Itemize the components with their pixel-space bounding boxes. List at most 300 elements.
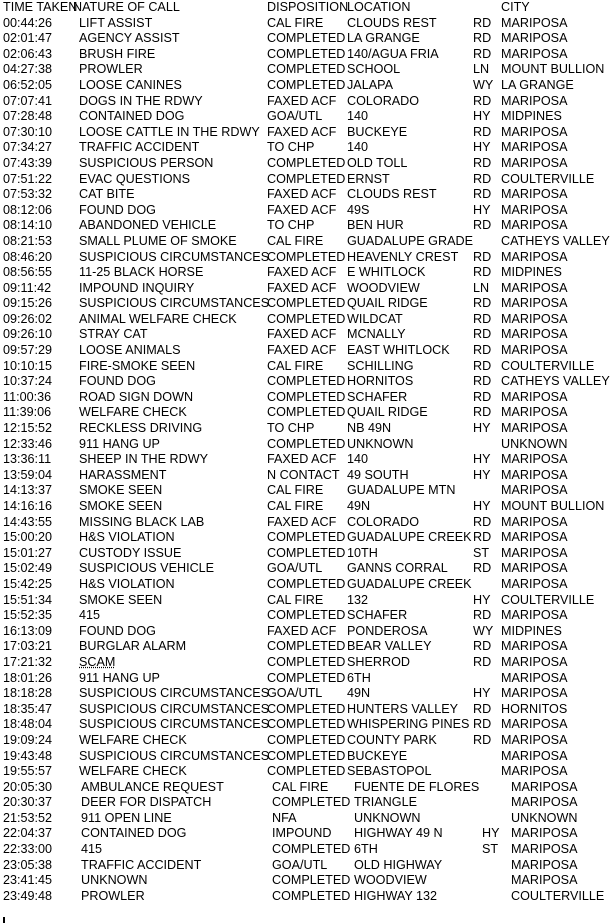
call-city: MARIPOSA (501, 296, 568, 311)
call-disposition: COMPLETED (267, 46, 346, 61)
call-time: 15:02:49 (3, 561, 53, 576)
call-location: ERNST (347, 171, 390, 186)
call-time: 21:53:52 (3, 810, 53, 825)
call-nature: PROWLER (81, 888, 145, 903)
call-location: 49 SOUTH (347, 467, 409, 482)
call-street-suffix: RD (473, 265, 492, 280)
call-disposition: FAXED ACF (267, 124, 337, 139)
call-time: 07:34:27 (3, 140, 53, 155)
call-location: HORNITOS (347, 374, 414, 389)
call-city: MARIPOSA (501, 717, 568, 732)
call-disposition: CAL FIRE (267, 592, 324, 607)
call-street-suffix: RD (473, 218, 492, 233)
call-nature: HARASSMENT (79, 467, 167, 482)
call-location: JALAPA (347, 77, 393, 92)
table-row (0, 842, 616, 858)
call-street-suffix: ST (482, 842, 499, 857)
call-disposition: COMPLETED (267, 436, 346, 451)
table-row (0, 172, 616, 188)
table-row (0, 405, 616, 421)
call-nature: SMOKE SEEN (79, 499, 163, 513)
table-row (0, 655, 616, 671)
call-city: MARIPOSA (511, 873, 578, 888)
call-time: 18:35:47 (3, 701, 53, 716)
call-nature: DEER FOR DISPATCH (81, 795, 212, 810)
call-nature: SUSPICIOUS CIRCUMSTANCES (79, 249, 270, 264)
table-row (0, 780, 616, 796)
call-disposition: CAL FIRE (267, 499, 324, 513)
call-time: 09:15:26 (3, 296, 53, 311)
call-city: MOUNT BULLION (501, 499, 605, 513)
call-disposition: COMPLETED (272, 795, 351, 810)
call-nature: SUSPICIOUS CIRCUMSTANCES (79, 296, 270, 311)
call-disposition: COMPLETED (272, 873, 351, 888)
call-location: QUAIL RIDGE (347, 296, 428, 311)
call-nature: 11-25 BLACK HORSE (79, 265, 204, 280)
call-disposition: FAXED ACF (267, 202, 337, 217)
table-row (0, 374, 616, 390)
call-location: 49N (347, 499, 371, 513)
table-row (0, 593, 616, 609)
call-disposition: FAXED ACF (267, 623, 337, 638)
call-city: MARIPOSA (501, 561, 568, 576)
call-city: UNKNOWN (511, 810, 578, 825)
call-street-suffix: RD (473, 296, 492, 311)
call-time: 09:11:42 (3, 280, 52, 295)
call-street-suffix: HY (473, 686, 491, 701)
call-disposition: COMPLETED (272, 842, 351, 857)
call-city: MARIPOSA (511, 842, 578, 857)
call-nature: STRAY CAT (79, 327, 148, 342)
call-location: 140 (347, 109, 369, 124)
call-disposition: COMPLETED (267, 717, 346, 732)
call-street-suffix: RD (473, 124, 492, 139)
call-city: MARIPOSA (501, 93, 568, 108)
call-nature: SUSPICIOUS PERSON (79, 155, 214, 170)
call-location: SCHILLING (347, 358, 414, 373)
call-time: 23:49:48 (3, 888, 53, 903)
call-nature: MISSING BLACK LAB (79, 514, 205, 529)
call-city: MARIPOSA (501, 155, 568, 170)
table-row (0, 717, 616, 733)
call-city: COULTERVILLE (501, 592, 595, 607)
call-disposition: TO CHP (267, 140, 315, 155)
call-street-suffix: RD (473, 171, 492, 186)
table-row (0, 218, 616, 234)
call-location: 6TH (354, 842, 378, 857)
call-street-suffix: RD (473, 405, 492, 420)
call-location: 140 (347, 452, 369, 467)
call-disposition: COMPLETED (267, 405, 346, 420)
call-time: 10:10:15 (3, 358, 53, 373)
call-time: 20:05:30 (3, 779, 53, 794)
call-city: COULTERVILLE (501, 171, 595, 186)
call-location: UNKNOWN (347, 436, 414, 451)
table-row (0, 47, 616, 63)
call-location: GUADALUPE CREEK (347, 576, 472, 591)
call-city: MARIPOSA (501, 608, 568, 623)
call-city: MARIPOSA (501, 202, 568, 217)
call-city: MARIPOSA (501, 187, 568, 202)
call-time: 08:12:06 (3, 202, 53, 217)
call-disposition: COMPLETED (267, 374, 346, 389)
call-disposition: COMPLETED (272, 888, 351, 903)
call-disposition: COMPLETED (267, 732, 346, 747)
call-nature: 415 (79, 608, 101, 623)
call-disposition: COMPLETED (267, 764, 346, 779)
call-location: 10TH (347, 545, 378, 560)
call-location: GUADALUPE MTN (347, 483, 456, 498)
call-disposition: COMPLETED (267, 31, 346, 46)
call-disposition: COMPLETED (267, 77, 346, 92)
call-location: QUAIL RIDGE (347, 405, 428, 420)
table-row (0, 94, 616, 110)
call-location: HEAVENLY CREST (347, 249, 459, 264)
table-row (0, 234, 616, 250)
table-row (0, 312, 616, 328)
call-time: 23:05:38 (3, 857, 53, 872)
call-location: GUADALUPE GRADE (347, 233, 473, 248)
call-street-suffix: RD (473, 187, 492, 202)
call-time: 02:01:47 (3, 31, 53, 46)
call-nature: FOUND DOG (79, 202, 156, 217)
call-city: MARIPOSA (511, 857, 578, 872)
call-nature: SHEEP IN THE RDWY (79, 452, 208, 467)
call-street-suffix: RD (473, 358, 492, 373)
call-street-suffix: RD (473, 327, 492, 342)
call-street-suffix: HY (473, 202, 491, 217)
table-row (0, 811, 616, 827)
call-disposition: GOA/UTL (267, 561, 323, 576)
call-nature: EVAC QUESTIONS (79, 171, 191, 186)
call-location: OLD HIGHWAY (354, 857, 443, 872)
call-time: 08:46:20 (3, 249, 53, 264)
call-city: MARIPOSA (501, 654, 568, 669)
call-location: WHISPERING PINES (347, 717, 470, 732)
table-row (0, 764, 616, 780)
call-nature: TRAFFIC ACCIDENT (81, 857, 202, 872)
call-street-suffix: RD (473, 732, 492, 747)
call-city: LA GRANGE (501, 77, 574, 92)
table-row (0, 530, 616, 546)
table-row (0, 577, 616, 593)
call-location: GANNS CORRAL (347, 561, 448, 576)
call-location: 140/AGUA FRIA (347, 46, 439, 61)
call-disposition: GOA/UTL (267, 109, 323, 124)
table-row (0, 343, 616, 359)
call-disposition: COMPLETED (267, 311, 346, 326)
call-nature: CONTAINED DOG (81, 826, 187, 841)
call-street-suffix: RD (473, 93, 492, 108)
call-street-suffix: HY (473, 467, 491, 482)
call-location: COLORADO (347, 93, 420, 108)
call-nature: SUSPICIOUS VEHICLE (79, 561, 215, 576)
call-street-suffix: RD (473, 389, 492, 404)
call-location: HUNTERS VALLEY (347, 701, 459, 716)
call-location: 49N (347, 686, 371, 701)
call-disposition: COMPLETED (267, 576, 346, 591)
call-city: MARIPOSA (501, 732, 568, 747)
call-disposition: COMPLETED (267, 639, 346, 654)
call-disposition: COMPLETED (267, 545, 346, 560)
call-nature: AGENCY ASSIST (79, 31, 180, 46)
call-location: EAST WHITLOCK (347, 343, 450, 358)
call-city: MARIPOSA (501, 140, 568, 155)
call-disposition: TO CHP (267, 421, 315, 436)
table-row (0, 795, 616, 811)
call-nature: BURGLAR ALARM (79, 639, 187, 654)
table-row (0, 421, 616, 437)
call-nature: ROAD SIGN DOWN (79, 389, 194, 404)
table-row (0, 203, 616, 219)
table-row (0, 390, 616, 406)
call-disposition: COMPLETED (267, 249, 346, 264)
call-time: 07:07:41 (3, 93, 53, 108)
call-nature: H&S VIOLATION (79, 530, 175, 545)
call-street-suffix: HY (473, 592, 491, 607)
call-city: MARIPOSA (511, 826, 578, 841)
call-city: MARIPOSA (501, 467, 568, 482)
table-row (0, 296, 616, 312)
call-disposition: COMPLETED (267, 748, 346, 763)
call-street-suffix: RD (473, 561, 492, 576)
call-disposition: COMPLETED (267, 654, 346, 669)
call-location: PONDEROSA (347, 623, 428, 638)
call-disposition: COMPLETED (267, 296, 346, 311)
call-time: 14:16:16 (3, 499, 53, 513)
call-street-suffix: HY (473, 452, 491, 467)
call-street-suffix: HY (473, 499, 491, 513)
call-nature: DOGS IN THE RDWY (79, 93, 203, 108)
call-city: MARIPOSA (511, 795, 578, 810)
call-street-suffix: RD (473, 654, 492, 669)
table-row (0, 608, 616, 624)
call-disposition: GOA/UTL (267, 686, 323, 701)
table-row (0, 140, 616, 156)
call-time: 18:18:28 (3, 686, 53, 701)
call-time: 09:26:10 (3, 327, 53, 342)
call-time: 07:51:22 (3, 171, 53, 186)
call-location: GUADALUPE CREEK (347, 530, 472, 545)
call-city: MARIPOSA (501, 686, 568, 701)
call-street-suffix: RD (473, 530, 492, 545)
call-street-suffix: RD (473, 701, 492, 716)
table-row (0, 62, 616, 78)
call-nature: SMOKE SEEN (79, 592, 163, 607)
call-nature: CAT BITE (79, 187, 135, 202)
call-disposition: FAXED ACF (267, 343, 337, 358)
call-time: 10:37:24 (3, 374, 53, 389)
call-location: BEAR VALLEY (347, 639, 432, 654)
call-disposition: CAL FIRE (267, 358, 324, 373)
call-nature: CUSTODY ISSUE (79, 545, 182, 560)
call-city: MARIPOSA (501, 764, 568, 779)
call-time: 13:59:04 (3, 467, 53, 482)
table-row (0, 187, 616, 203)
call-city: MARIPOSA (501, 452, 568, 467)
call-time: 16:13:09 (3, 623, 53, 638)
call-time: 02:06:43 (3, 46, 53, 61)
call-nature: 911 OPEN LINE (81, 810, 172, 825)
call-city: MARIPOSA (501, 421, 568, 436)
call-street-suffix: WY (473, 623, 494, 638)
table-row (0, 359, 616, 375)
call-disposition: COMPLETED (267, 701, 346, 716)
call-nature: 911 HANG UP (79, 436, 160, 451)
call-disposition: FAXED ACF (267, 265, 337, 280)
call-street-suffix: RD (473, 155, 492, 170)
call-nature: LIFT ASSIST (79, 15, 153, 30)
call-street-suffix: RD (473, 31, 492, 46)
header-row (0, 0, 616, 16)
call-time: 08:56:55 (3, 265, 53, 280)
call-nature: LOOSE CATTLE IN THE RDWY (79, 124, 260, 139)
table-row (0, 546, 616, 562)
call-disposition: CAL FIRE (267, 15, 324, 30)
table-row (0, 125, 616, 141)
call-nature: FOUND DOG (79, 623, 156, 638)
call-nature: IMPOUND INQUIRY (79, 280, 195, 295)
call-time: 23:41:45 (3, 873, 53, 888)
call-time: 15:42:25 (3, 576, 53, 591)
call-time: 15:00:20 (3, 530, 53, 545)
call-city: MARIPOSA (501, 405, 568, 420)
call-location: COUNTY PARK (347, 732, 437, 747)
table-row (0, 250, 616, 266)
call-street-suffix: RD (473, 514, 492, 529)
table-row (0, 109, 616, 125)
call-nature: WELFARE CHECK (79, 405, 187, 420)
call-location: BUCKEYE (347, 124, 408, 139)
call-disposition: COMPLETED (267, 608, 346, 623)
header-time: TIME TAKEN (3, 0, 78, 14)
call-city: MARIPOSA (501, 530, 568, 545)
table-row (0, 671, 616, 687)
table-row (0, 483, 616, 499)
table-row (0, 78, 616, 94)
call-location: SHERROD (347, 654, 410, 669)
call-city: MIDPINES (501, 265, 562, 280)
call-city: CATHEYS VALLEY (501, 233, 610, 248)
call-street-suffix: RD (473, 15, 492, 30)
call-nature: SUSPICIOUS CIRCUMSTANCES (79, 717, 270, 732)
call-city: HORNITOS (501, 701, 568, 716)
table-row (0, 826, 616, 842)
call-location: SCHAFER (347, 389, 408, 404)
call-city: MARIPOSA (501, 670, 568, 685)
call-street-suffix: ST (473, 545, 490, 560)
call-city: MARIPOSA (501, 748, 568, 763)
call-time: 00:44:26 (3, 15, 53, 30)
call-nature: BRUSH FIRE (79, 46, 156, 61)
call-city: UNKNOWN (501, 436, 568, 451)
call-time: 22:33:00 (3, 842, 53, 857)
call-location: 49S (347, 202, 370, 217)
call-city: MARIPOSA (501, 124, 568, 139)
table-row (0, 327, 616, 343)
call-street-suffix: LN (473, 280, 490, 295)
call-city: MARIPOSA (501, 249, 568, 264)
call-city: MARIPOSA (501, 389, 568, 404)
call-location: TRIANGLE (354, 795, 417, 810)
call-location: BUCKEYE (347, 748, 408, 763)
page-mark (3, 917, 5, 923)
call-street-suffix: RD (473, 374, 492, 389)
call-location: WILDCAT (347, 311, 403, 326)
call-time: 15:51:34 (3, 592, 53, 607)
call-street-suffix: HY (473, 109, 491, 124)
call-disposition: COMPLETED (267, 670, 346, 685)
table-row (0, 749, 616, 765)
call-location: HIGHWAY 49 N (354, 826, 443, 841)
call-location: HIGHWAY 132 (354, 888, 438, 903)
call-time: 13:36:11 (3, 452, 52, 467)
call-time: 07:53:32 (3, 187, 53, 202)
call-city: MARIPOSA (501, 545, 568, 560)
call-city: MARIPOSA (511, 779, 578, 794)
call-nature: 911 HANG UP (79, 670, 160, 685)
call-nature: SMALL PLUME OF SMOKE (79, 233, 237, 248)
call-street-suffix: HY (473, 421, 491, 436)
call-nature: FOUND DOG (79, 374, 156, 389)
table-row (0, 686, 616, 702)
call-time: 08:21:53 (3, 233, 53, 248)
call-city: MARIPOSA (501, 311, 568, 326)
call-location: WOODVIEW (347, 280, 420, 295)
call-location: FUENTE DE FLORES (354, 779, 480, 794)
call-rows (0, 16, 616, 905)
call-time: 18:48:04 (3, 717, 53, 732)
call-disposition: COMPLETED (267, 62, 346, 77)
call-disposition: GOA/UTL (272, 857, 328, 872)
call-city: MARIPOSA (501, 280, 568, 295)
call-nature: TRAFFIC ACCIDENT (79, 140, 200, 155)
call-nature: RECKLESS DRIVING (79, 421, 203, 436)
call-time: 15:01:27 (3, 545, 53, 560)
table-row (0, 561, 616, 577)
call-time: 04:27:38 (3, 62, 53, 77)
call-nature: 415 (81, 842, 103, 857)
header-disposition: DISPOSITION (267, 0, 349, 14)
call-location: BEN HUR (347, 218, 404, 233)
call-city: MARIPOSA (501, 514, 568, 529)
call-time: 12:15:52 (3, 421, 53, 436)
call-time: 07:43:39 (3, 155, 53, 170)
call-nature: SUSPICIOUS CIRCUMSTANCES (79, 686, 270, 701)
call-disposition: TO CHP (267, 218, 315, 233)
table-row (0, 281, 616, 297)
call-nature: ABANDONED VEHICLE (79, 218, 217, 233)
call-location: WOODVIEW (354, 873, 427, 888)
call-city: MIDPINES (501, 623, 562, 638)
call-city: COULTERVILLE (501, 358, 595, 373)
call-location: NB 49N (347, 421, 392, 436)
call-nature: SCAM (79, 654, 116, 669)
call-time: 08:14:10 (3, 218, 53, 233)
call-disposition: FAXED ACF (267, 93, 337, 108)
call-disposition: N CONTACT (267, 467, 340, 482)
call-time: 20:30:37 (3, 795, 53, 810)
call-nature: LOOSE CANINES (79, 77, 182, 92)
call-street-suffix: RD (473, 608, 492, 623)
call-city: MARIPOSA (501, 343, 568, 358)
call-nature: SUSPICIOUS CIRCUMSTANCES (79, 701, 270, 716)
call-city: MIDPINES (501, 109, 562, 124)
call-street-suffix: WY (473, 77, 494, 92)
call-city: MARIPOSA (501, 327, 568, 342)
call-city: MARIPOSA (501, 218, 568, 233)
table-row (0, 702, 616, 718)
